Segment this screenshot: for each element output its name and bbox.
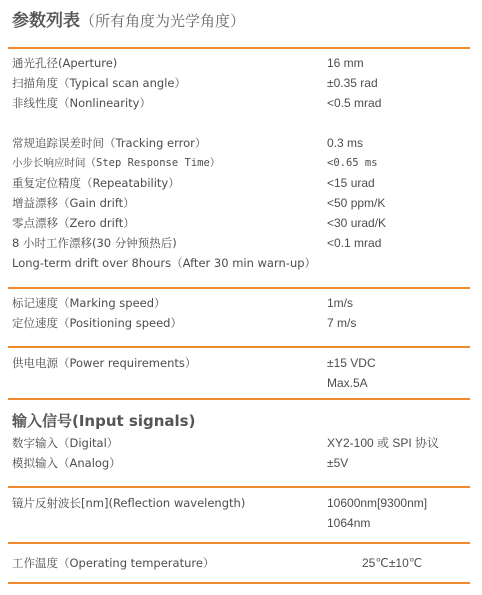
spec-value-zero-drift: <30 urad/K [327,216,387,230]
spec-label-aperture: 通光孔径(Aperture) [12,56,118,70]
spec-label-temperature: 工作温度（Operating temperature） [12,556,215,570]
spec-value-wavelength-fiber: 1064nm [327,516,371,530]
spec-value-analog-input: ±5V [327,456,349,470]
spec-label-long-term-drift-en: Long-term drift over 8hours（After 30 min warn-up） [12,256,317,270]
spec-value-temperature: 25℃±10℃ [362,556,423,570]
divider [8,542,470,544]
spec-label-analog-input: 模拟输入（Analog） [12,456,121,470]
spec-value-nonlinearity: <0.5 mrad [327,96,382,110]
spec-value-positioning-speed: 7 m/s [327,316,357,330]
divider [8,346,470,348]
spec-label-power: 供电电源（Power requirements） [12,356,197,370]
section-title-input-signals: 输入信号(Input signals) [12,412,196,430]
spec-value-gain-drift: <50 ppm/K [327,196,386,210]
spec-value-wavelength-co2: 10600nm[9300nm] [327,496,428,510]
spec-value-long-term-drift: <0.1 mrad [327,236,382,250]
spec-label-wavelength: 镜片反射波长[nm](Reflection wavelength) [12,496,246,510]
title-main: 参数列表 [12,11,80,31]
spec-label-zero-drift: 零点漂移（Zero drift） [12,216,135,230]
spec-value-power-voltage: ±15 VDC [327,356,376,370]
spec-label-marking-speed: 标记速度（Marking speed） [12,296,166,310]
spec-label-positioning-speed: 定位速度（Positioning speed） [12,316,182,330]
spec-value-scan-angle: ±0.35 rad [327,76,378,90]
spec-label-nonlinearity: 非线性度（Nonlinearity） [12,96,151,110]
spec-label-step-response: 小步长响应时间（Step Response Time） [12,157,221,169]
spec-value-tracking-error: 0.3 ms [327,136,364,150]
spec-label-tracking-error: 常规追踪误差时间（Tracking error） [12,136,207,150]
divider [8,582,470,584]
spec-value-repeatability: <15 urad [327,176,375,190]
divider [8,398,470,400]
spec-value-step-response: <0.65 ms [327,157,378,169]
spec-value-aperture: 16 mm [327,56,364,70]
divider [8,287,470,289]
spec-value-marking-speed: 1m/s [327,296,354,310]
spec-value-digital-input: XY2-100 或 SPI 协议 [327,436,440,450]
spec-label-long-term-drift-cn: 8 小时工作漂移(30 分钟预热后) [12,236,177,250]
divider [8,486,470,488]
spec-label-digital-input: 数字输入（Digital） [12,436,119,450]
title-subtitle: （所有角度为光学角度） [80,12,246,30]
page-title [12,6,245,31]
spec-label-scan-angle: 扫描角度（Typical scan angle） [12,76,186,90]
spec-label-gain-drift: 增益漂移（Gain drift） [12,196,135,210]
spec-label-repeatability: 重复定位精度（Repeatability） [12,176,180,190]
spec-value-power-current: Max.5A [327,376,368,390]
divider [8,47,470,49]
